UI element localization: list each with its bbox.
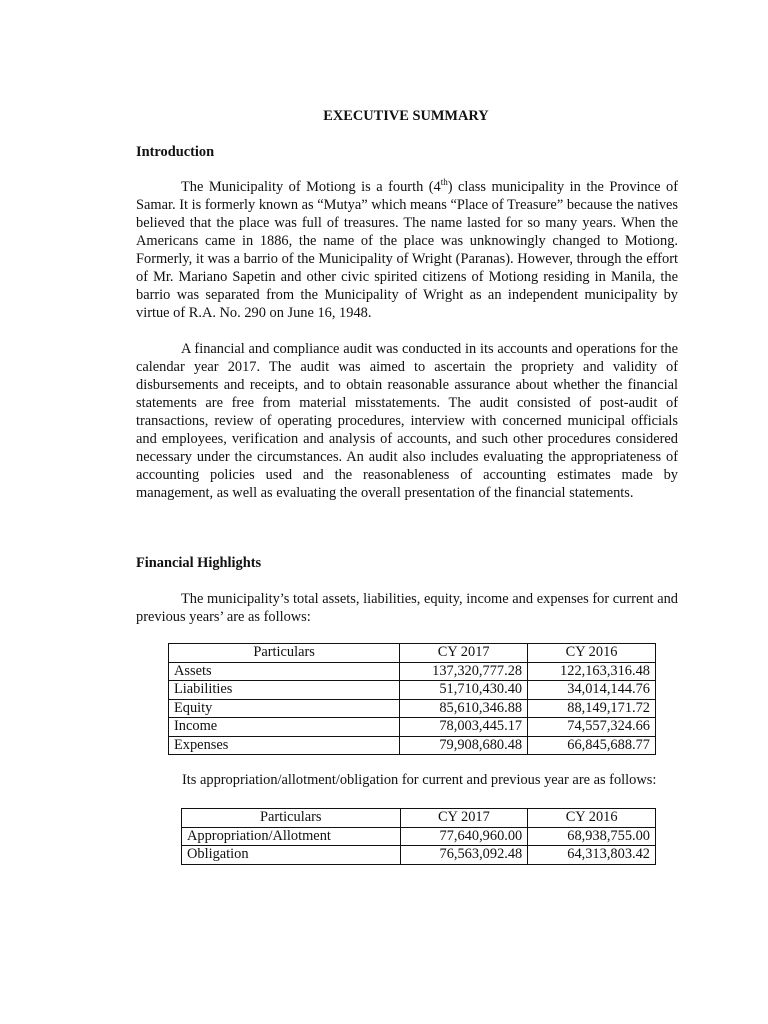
table-header-row [182,809,656,828]
table-header-cy2017: CY 2017 [400,809,528,828]
table-row [169,736,656,755]
introduction-paragraph-1 [136,178,678,322]
table-header-cy2016: CY 2016 [528,809,656,828]
financial-position-table [168,643,656,755]
introduction-paragraph-2 [136,340,678,502]
row-label: Liabilities [169,681,400,700]
appropriation-caption: Its appropriation/allotment/obligation for current and previous year are as follows: [182,772,657,788]
row-value-cy2017: 137,320,777.28 [400,662,528,681]
row-value-cy2016: 66,845,688.77 [528,736,656,755]
row-value-cy2017: 76,563,092.48 [400,846,528,865]
paragraph-1-text-a: The Municipality of Motiong is a fourth (4 [181,179,441,195]
table-row [169,718,656,737]
financial-highlights-intro-text: The municipality’s total assets, liabilities, equity, income and expenses for current and previous years’ are as follows: [136,591,678,625]
financial-highlights-intro [136,590,678,626]
ordinal-suffix: th [440,177,448,188]
row-value-cy2017: 79,908,680.48 [400,736,528,755]
table-header-particulars: Particulars [182,809,401,828]
row-value-cy2016: 122,163,316.48 [528,662,656,681]
table-row [169,699,656,718]
row-value-cy2016: 88,149,171.72 [528,699,656,718]
row-value-cy2017: 51,710,430.40 [400,681,528,700]
row-value-cy2017: 77,640,960.00 [400,827,528,846]
row-value-cy2016: 64,313,803.42 [528,846,656,865]
row-value-cy2016: 34,014,144.76 [528,681,656,700]
row-value-cy2016: 68,938,755.00 [528,827,656,846]
table-row [182,827,656,846]
appropriation-table [181,808,656,865]
paragraph-2-text: A financial and compliance audit was conducted in its accounts and operations for the calendar year 2017. The audit was aimed to ascertain the propriety and validity of disbursements and receipts, and to obtain reasonable assurance about whether the financial statements are free from material misstatements. The audit consisted of post-audit of transactions, review of operating procedures, interview with concerned municipal officials and employees, verification and analysis of accounts, and such other procedures considered necessary under the circumstances. An audit also includes evaluating the appropriateness of accounting policies used and the reasonableness of accounting estimates made by management, as well as evaluating the overall presentation of the financial statements. [136,341,678,501]
row-value-cy2016: 74,557,324.66 [528,718,656,737]
row-label: Obligation [182,846,401,865]
table-row [169,662,656,681]
table-header-row [169,644,656,663]
paragraph-1-text-b: ) class municipality in the Province of Samar. It is formerly known as “Mutya” which means “Place of Treasure” because the natives believed that the place was full of treasures. The name lasted for so many years. When the Americans came in 1886, the name of the place was unknowingly changed to Motiong. Formerly, it was a barrio of the Municipality of Wright (Paranas). However, through the effort of Mr. Mariano Sapetin and other civic spirited citizens of Motiong residing in Manila, the barrio was separated from the Municipality of Wright as an independent municipality by virtue of R.A. No. 290 on June 16, 1948. [136,179,678,321]
row-value-cy2017: 78,003,445.17 [400,718,528,737]
table-header-cy2016: CY 2016 [528,644,656,663]
table-header-particulars: Particulars [169,644,400,663]
financial-highlights-heading: Financial Highlights [136,555,262,571]
table-row [182,846,656,865]
row-label: Expenses [169,736,400,755]
table-header-cy2017: CY 2017 [400,644,528,663]
table-row [169,681,656,700]
row-label: Appropriation/Allotment [182,827,401,846]
introduction-heading: Introduction [136,144,215,160]
row-label: Income [169,718,400,737]
page-title: EXECUTIVE SUMMARY [323,108,489,124]
row-label: Equity [169,699,400,718]
row-value-cy2017: 85,610,346.88 [400,699,528,718]
row-label: Assets [169,662,400,681]
